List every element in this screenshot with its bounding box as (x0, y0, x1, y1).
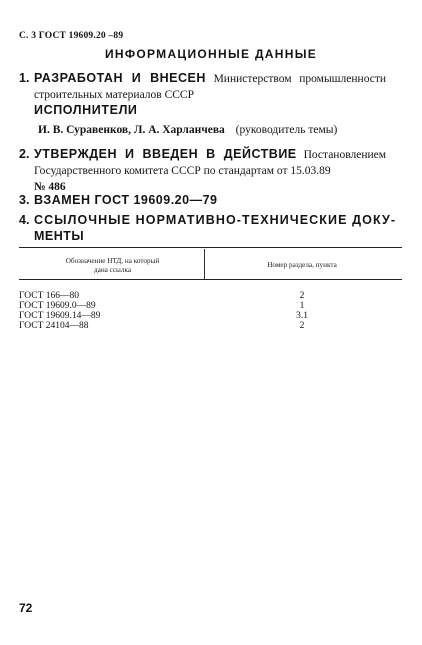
table-cell-document: ГОСТ 19609.14—89 (19, 311, 101, 321)
section-1-text: Министерством промышленности строительных материалов СССР (34, 73, 387, 101)
section-2-heading: УТВЕРЖДЕН И ВВЕДЕН В ДЕЙСТВИЕ (34, 147, 297, 161)
section-4-heading-line2: МЕНТЫ (34, 229, 85, 243)
section-2 (19, 146, 386, 195)
table-column-divider (204, 249, 205, 279)
table-cell-section: 3.1 (296, 311, 308, 321)
section-2-number: 2. (19, 147, 30, 161)
section-3-number: 3. (19, 193, 30, 207)
page-number: 72 (19, 601, 33, 615)
section-3-heading: ВЗАМЕН ГОСТ 19609.20—79 (34, 193, 218, 207)
section-1 (19, 70, 386, 103)
table-header-rule (19, 279, 402, 280)
section-4-heading-line1: ССЫЛОЧНЫЕ НОРМАТИВНО-ТЕХНИЧЕСКИЕ ДОКУ- (34, 213, 397, 227)
section-2-text: Постановлением Государственного комитета СССР по стандартам от 15.03.89 (34, 149, 387, 177)
table-cell-document: ГОСТ 24104—88 (19, 321, 89, 331)
section-1-heading: РАЗРАБОТАН И ВНЕСЕН (34, 71, 206, 85)
table-row (19, 321, 402, 332)
section-4 (19, 212, 397, 244)
performers-line (38, 124, 337, 136)
table-cell-section: 2 (299, 291, 305, 301)
table-header-document: Обозначение НТД, на который дана ссылка (65, 257, 160, 274)
section-4-number: 4. (19, 213, 30, 227)
table-header-section: Номер раздела, пункта (267, 261, 337, 269)
performers-heading: ИСПОЛНИТЕЛИ (34, 103, 138, 117)
performers-names: И. В. Суравенков, Л. А. Харланчева (38, 124, 225, 136)
section-1-number: 1. (19, 71, 30, 85)
table-cell-section: 2 (299, 321, 305, 331)
table-top-rule (19, 247, 402, 248)
performers-role: (руководитель темы) (235, 124, 338, 136)
table-cell-document: ГОСТ 166—80 (19, 291, 79, 301)
section-3 (19, 192, 386, 209)
table-cell-section: 1 (299, 301, 305, 311)
running-header: С. 3 ГОСТ 19609.20 –89 (19, 31, 124, 41)
table-cell-document: ГОСТ 19609.0—89 (19, 301, 96, 311)
section-2-decree-number: № 486 (34, 181, 66, 193)
page-title: ИНФОРМАЦИОННЫЕ ДАННЫЕ (104, 47, 318, 61)
